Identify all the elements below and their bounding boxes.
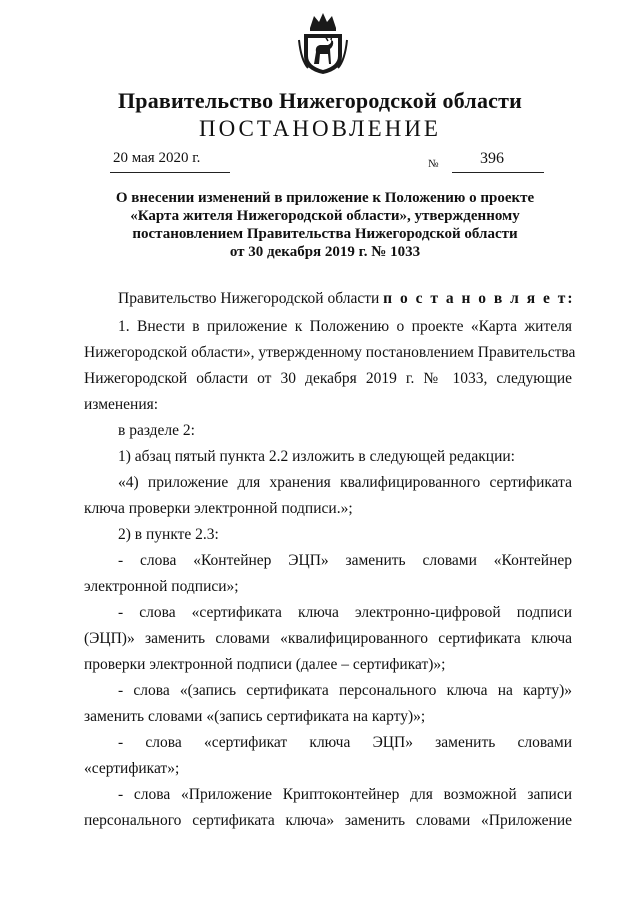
document-kind: ПОСТАНОВЛЕНИЕ [199, 116, 441, 141]
body-line: электронной подписи»; [84, 578, 239, 595]
body-line: «4) приложение для хранения квалифицированного сертификата [118, 474, 572, 491]
body-line: изменения: [84, 396, 159, 413]
body-line: проверки электронной подписи (далее – сертификат)»; [84, 656, 446, 673]
document-subject [90, 189, 560, 261]
body-line: в разделе 2: [118, 422, 195, 439]
body-line: - слова «Контейнер ЭЦП» заменить словами «Контейнер [118, 552, 572, 569]
body-line: заменить словами «(запись сертификата на карту)»; [84, 708, 426, 725]
body-line: - слова «(запись сертификата персонального ключа на карту)» [118, 682, 572, 699]
preamble-text: Правительство Нижегородской области [118, 290, 384, 307]
body-line: 2) в пункте 2.3: [118, 526, 219, 543]
number-label: № [428, 158, 439, 170]
preamble-resolves: п о с т а н о в л я е т: [383, 290, 575, 307]
subject-line: «Карта жителя Нижегородской области», утвержденному [130, 208, 520, 224]
preamble [118, 289, 575, 309]
body-line: ключа проверки электронной подписи.»; [84, 500, 353, 517]
subject-line: постановлением Правительства Нижегородской области [132, 226, 518, 242]
body-line: - слова «Приложение Криптоконтейнер для возможной записи [118, 786, 572, 803]
body-line: 1. Внести в приложение к Положению о проекте «Карта жителя [118, 318, 572, 335]
document-number: 396 [480, 150, 504, 167]
number-underline [452, 172, 544, 173]
government-title: Правительство Нижегородской области [117, 88, 522, 113]
body-line: 1) абзац пятый пункта 2.2 изложить в следующей редакции: [118, 448, 515, 465]
date-underline [110, 172, 230, 173]
body-line: Нижегородской области от 30 декабря 2019 г. № 1033, следующие [84, 370, 572, 387]
body-line: «сертификат»; [84, 760, 180, 777]
body-line: Нижегородской области», утвержденному постановлением Правительства [84, 344, 576, 361]
subject-line: О внесении изменений в приложение к Положению о проекте [115, 190, 535, 206]
coat-of-arms-icon [298, 10, 348, 76]
body-line: персонального сертификата ключа» заменить словами «Приложение [84, 812, 572, 829]
body-line: (ЭЦП)» заменить словами «квалифицированного сертификата ключа [84, 630, 572, 647]
body-line: - слова «сертификат ключа ЭЦП» заменить словами [118, 734, 572, 751]
subject-line: от 30 декабря 2019 г. № 1033 [229, 244, 421, 260]
document-date: 20 мая 2020 г. [113, 150, 201, 166]
body-line: - слова «сертификата ключа электронно-цифровой подписи [118, 604, 572, 621]
